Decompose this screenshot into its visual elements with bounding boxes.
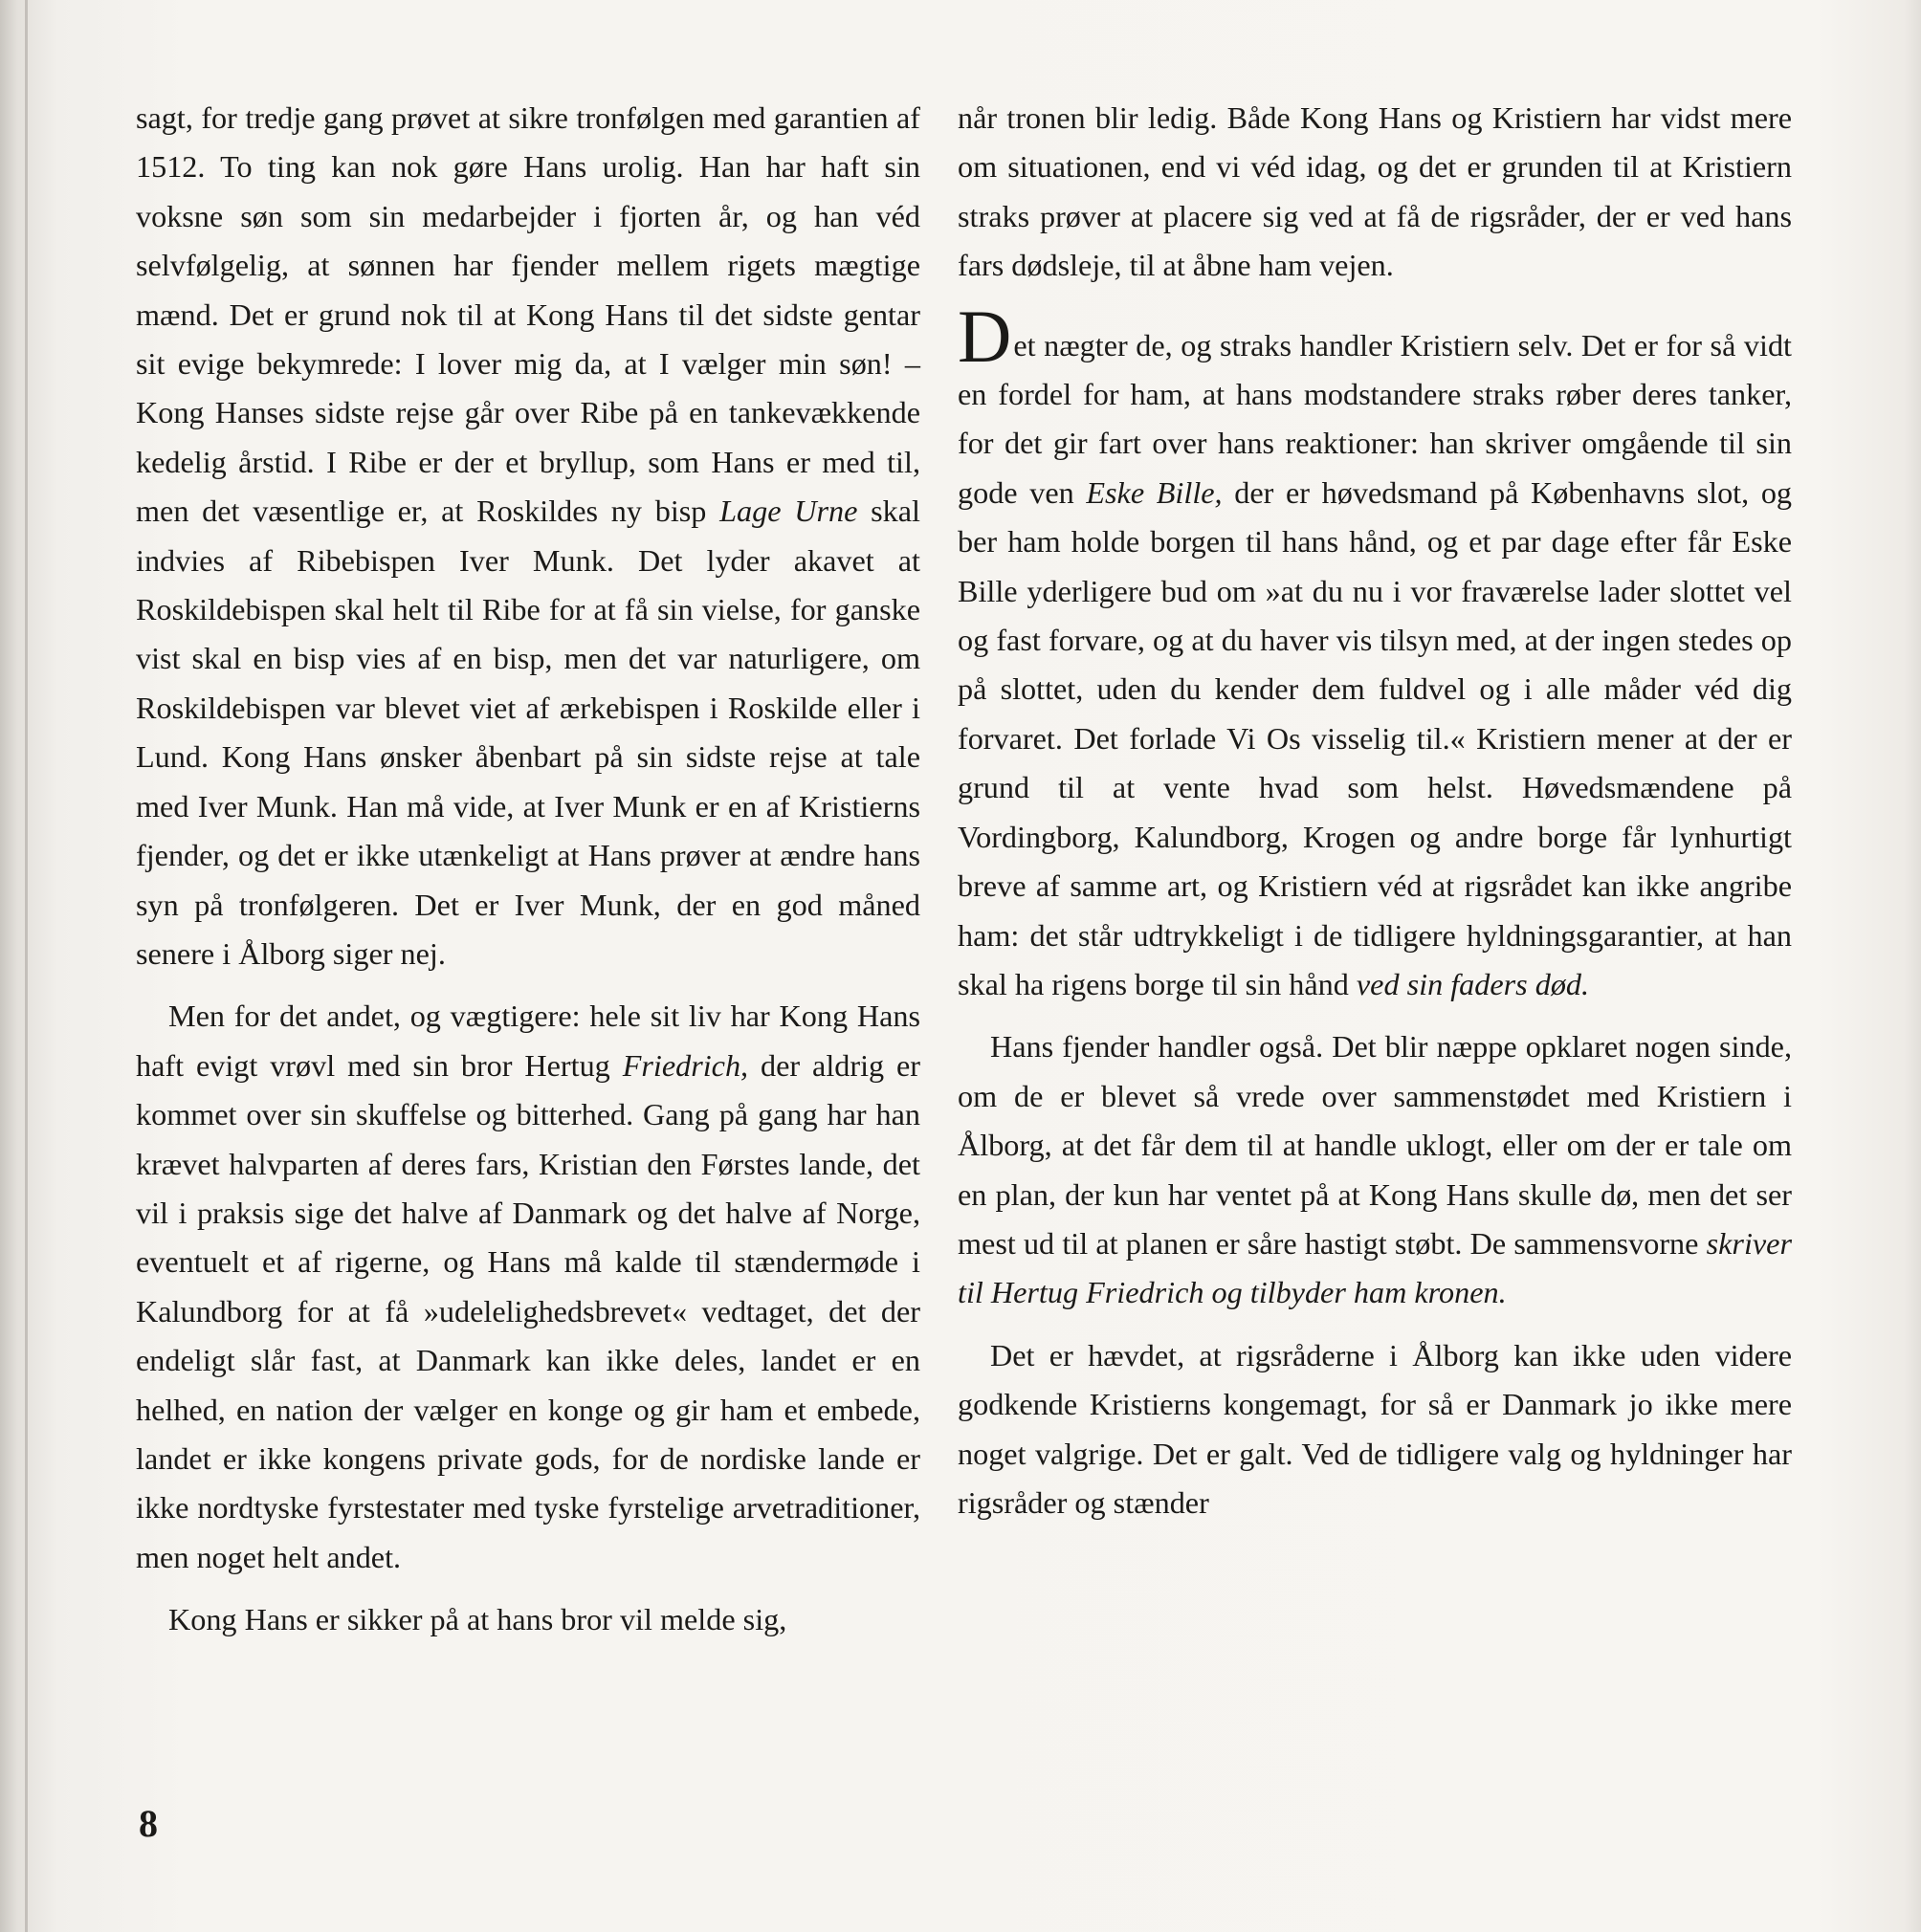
paragraph: Det nægter de, og straks handler Kristiern selv. Det er for så vidt en fordel for ham, at hans modstandere straks røber deres tanker, for det gir fart over hans reaktioner: han skriver omgående til sin gode ven Eske Bille, der er høvedsmand på Københavns slot, og ber ham holde borgen til hans hånd, og et par dage efter får Eske Bille yderligere bud om »at du nu i vor fraværelse lader slottet vel og fast forvare, og at du haver vis tilsyn med, at der ingen stedes op på slottet, uden du kender dem fuldvel og i alle måder véd dig forvaret. Det forlade Vi Os visselig til.« Kristiern mener at der er grund til at vente hvad som helst. Høvedsmændene på Vordingborg, Kalundborg, Krogen og andre borge får lynhurtigt breve af samme art, og Kristiern véd at rigsrådet kan ikke angribe ham: det står udtrykkeligt i de tidligere hyldningsgarantier, at han skal ha rigens borge til sin hånd ved sin faders død.	[958, 294, 1793, 1001]
paragraph: Kong Hans er sikker på at hans bror vil melde sig,	[168, 1602, 787, 1637]
emphasis: ved sin faders død.	[1356, 966, 1590, 1001]
gutter-shadow	[25, 0, 28, 1932]
emphasis: Eske Bille,	[1086, 474, 1223, 510]
paragraph: Hans fjender handler også. Det blir næppe opklaret nogen sinde, om de er blevet så vrede over sammenstødet med Kristiern i Ålborg, at det får dem til at handle uklogt, eller om der er tale om en plan, der kun har ventet på at Kong Hans skulle dø, men det ser mest ud til at planen er såre hastigt støbt. De sammensvorne skriver til Hertug Friedrich og tilbyder ham kronen.	[958, 1029, 1792, 1310]
page-number: 8	[139, 1802, 158, 1845]
emphasis: Lage Urne	[719, 494, 858, 529]
paragraph: når tronen blir ledig. Både Kong Hans og Kristiern har vidst mere om situationen, end vi véd idag, og det er grunden til at Kristiern straks prøver at placere sig ved at få de rigsråder, der er ved hans fars dødsleje, til at åbne ham vejen.	[958, 100, 1792, 283]
paragraph: Men for det andet, og vægtigere: hele sit liv har Kong Hans haft evigt vrøvl med sin bror Hertug Friedrich, der aldrig er kommet over sin skuffelse og bitterhed. Gang på gang har han krævet halvparten af deres fars, Kristian den Førstes lande, det vil i praksis sige det halve af Danmark og det halve af Norge, eventuelt et af rigerne, og Hans må kalde til stændermøde i Kalundborg for at få »udelelighedsbrevet« vedtaget, det der endeligt slår fast, at Danmark kan ikke deles, landet er en helhed, en nation der vælger en konge og gir ham et embede, landet er ikke kongens private gods, for de nordiske lande er ikke nordtyske fyrstestater med tyske fyrstelige arvetraditioner, men noget helt andet.	[136, 999, 921, 1574]
paragraph: sagt, for tredje gang prøvet at sikre tronfølgen med garantien af 1512. To ting kan nok gøre Hans urolig. Han har haft sin voksne søn som sin medarbejder i fjorten år, og han véd selvfølgelig, at sønnen har fjender mellem rigets mægtige mænd. Det er grund nok til at Kong Hans til det sidste gentar sit evige bekymrede: I lover mig da, at I vælger min søn! – Kong Hanses sidste rejse går over Ribe på en tankevækkende kedelig årstid. I Ribe er der et bryllup, som Hans er med til, men det væsentlige er, at Roskildes ny bisp Lage Urne skal indvies af Ribebispen Iver Munk. Det lyder akavet at Roskildebispen skal helt til Ribe for at få sin vielse, for ganske vist skal en bisp vies af en bisp, men det var naturligere, om Roskildebispen var blevet viet af ærkebispen i Roskilde eller i Lund. Kong Hans ønsker åbenbart på sin sidste rejse at tale med Iver Munk. Han må vide, at Iver Munk er en af Kristierns fjender, og det er ikke utænkeligt at Hans prøver at ændre hans syn på tronfølgeren. Det er Iver Munk, der en god måned senere i Ålborg siger nej.	[136, 100, 921, 971]
emphasis: skriver til Hertug Friedrich og tilbyder ham kronen.	[958, 1225, 1792, 1310]
right-column	[958, 94, 1792, 1527]
paragraph: Det er hævdet, at rigsråderne i Ålborg kan ikke uden videre godkende Kristierns kongemagt, for så er Danmark jo ikke mere noget valgrige. Det er galt. Ved de tidligere valg og hyldninger har rigsråder og stænder	[958, 1337, 1792, 1520]
drop-cap: D	[958, 294, 1012, 378]
left-column	[136, 94, 920, 1645]
emphasis: Friedrich,	[622, 1047, 749, 1083]
